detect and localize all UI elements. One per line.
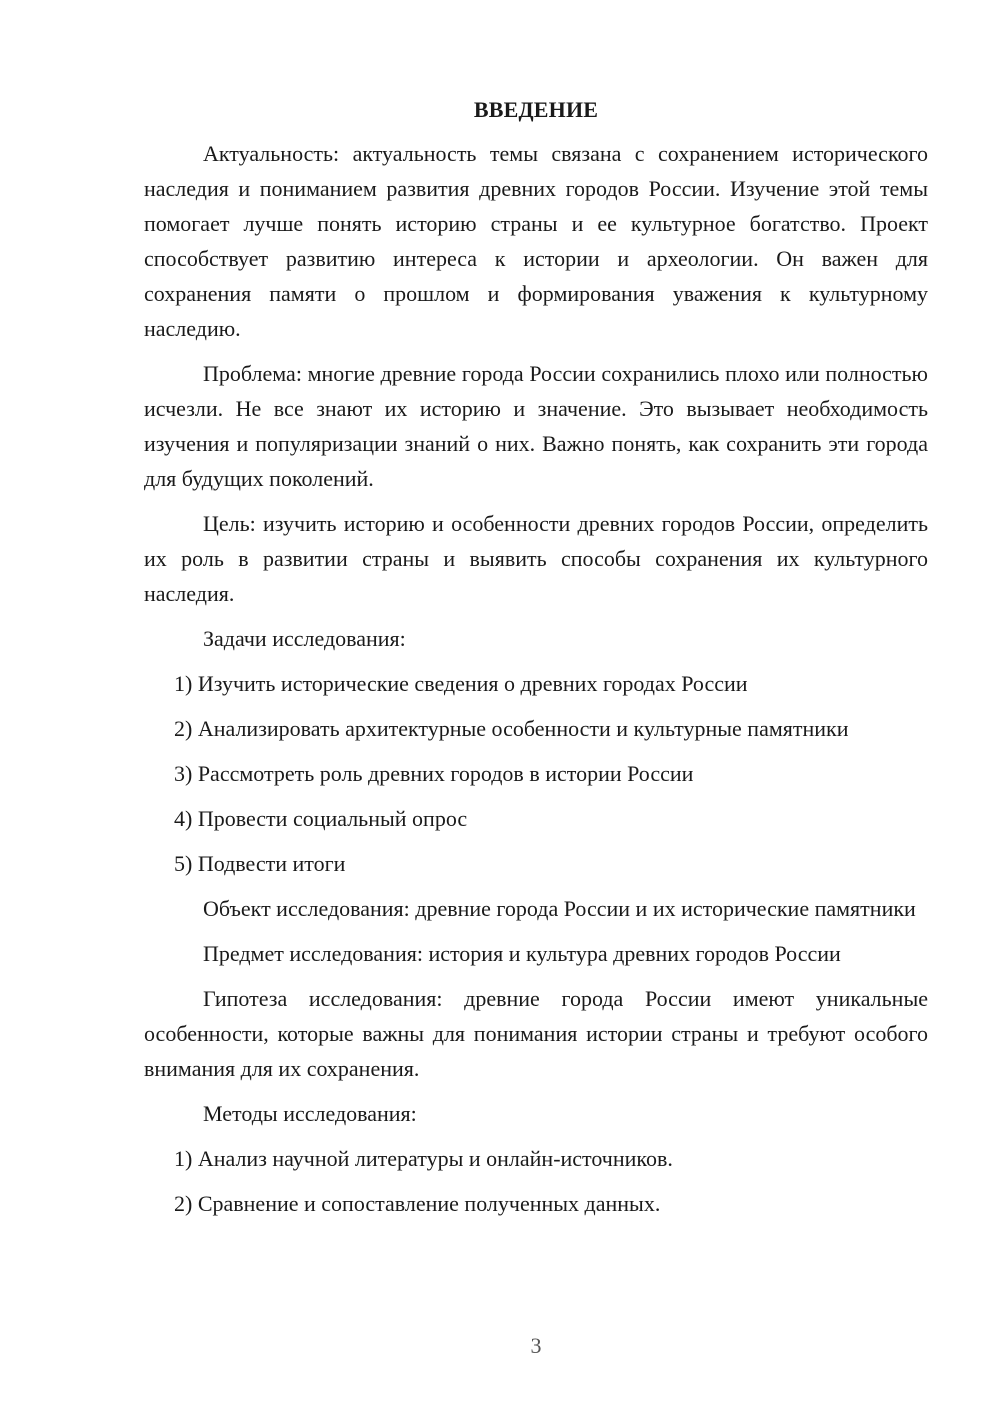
methods-heading: Методы исследования: [203,1101,417,1126]
task-item-5: 5) Подвести итоги [174,851,346,876]
paragraph-hypothesis: Гипотеза исследования: древние города России имеют уникальные особенности, которые важны для понимания истории страны и требуют особого внимания для их сохранения. [144,986,928,1081]
task-item-4: 4) Провести социальный опрос [174,806,468,831]
method-item-1: 1) Анализ научной литературы и онлайн-источников. [174,1146,673,1171]
paragraph-problem: Проблема: многие древние города России сохранились плохо или полностью исчезли. Не все знают их историю и значение. Это вызывает необходимость изучения и популяризации знаний о них. Важно понять, как сохранить эти города для будущих поколений. [144,361,928,491]
page-number: 3 [530,1333,542,1358]
paragraph-object: Объект исследования: древние города России и их исторические памятники [203,896,916,921]
section-title: ВВЕДЕНИЕ [473,97,599,122]
task-item-3: 3) Рассмотреть роль древних городов в истории России [174,761,694,786]
document-page [144,94,928,1231]
paragraph-relevance: Актуальность: актуальность темы связана с сохранением исторического наследия и пониманием развития древних городов России. Изучение этой темы помогает лучше понять историю страны и ее культурное богатство. Проект способствует развитию интереса к истории и археологии. Он важен для сохранения памяти о прошлом и формирования уважения к культурному наследию. [144,141,928,341]
paragraph-subject: Предмет исследования: история и культура древних городов России [203,941,841,966]
task-item-2: 2) Анализировать архитектурные особенности и культурные памятники [174,716,849,741]
method-item-2: 2) Сравнение и сопоставление полученных данных. [174,1191,661,1216]
paragraph-goal: Цель: изучить историю и особенности древних городов России, определить их роль в развитии страны и выявить способы сохранения их культурного наследия. [144,511,928,606]
tasks-heading: Задачи исследования: [203,626,406,651]
task-item-1: 1) Изучить исторические сведения о древних городах России [174,671,748,696]
